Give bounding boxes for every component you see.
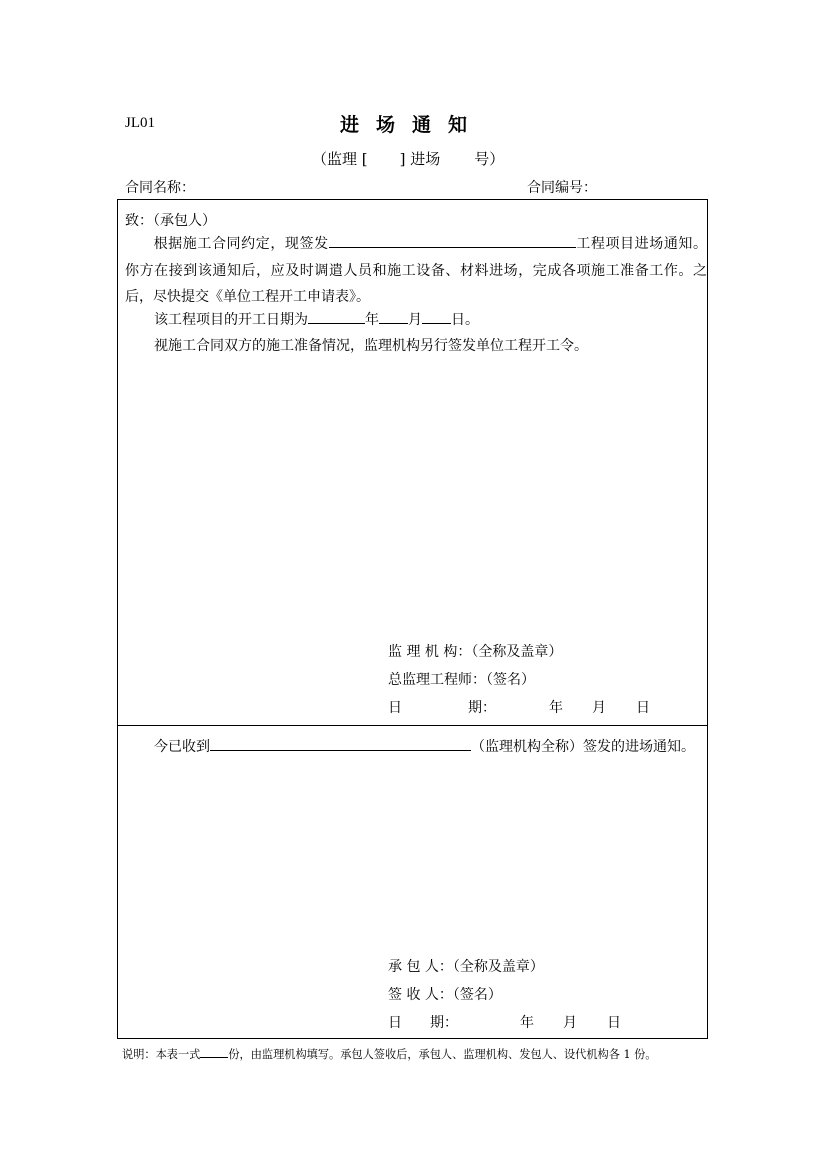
- footer-note: [122, 1046, 657, 1062]
- contractor-row: [388, 956, 544, 976]
- note-part-a: 说明：本表一式: [122, 1048, 201, 1061]
- receipt-date-label-b: 期：: [430, 1015, 458, 1031]
- receipt-date-day: 日: [607, 1015, 621, 1031]
- receipt-part-a: 今已收到: [154, 739, 210, 755]
- receipt-part-b: （监理机构全称）签发的进场通知。: [471, 739, 695, 755]
- supervision-org-row: [388, 641, 562, 661]
- notice-date-label-b: 期：: [468, 700, 496, 716]
- project-name-blank[interactable]: [329, 233, 576, 248]
- engineer-label: 总监理工程师：: [388, 672, 486, 688]
- receipt-date-label-a: 日: [388, 1015, 402, 1031]
- notice-paragraph-1: [125, 231, 707, 311]
- copies-blank[interactable]: [200, 1046, 228, 1058]
- page-title: 进场通知: [340, 114, 485, 136]
- org-value: （全称及盖章）: [471, 644, 563, 660]
- notice-paragraph-3: 视施工合同双方的施工准备情况，监理机构另行签发单位工程开工令。: [154, 338, 588, 354]
- contractor-label: 承 包 人：: [388, 959, 453, 975]
- addressee: 致：（承包人）: [125, 213, 216, 229]
- subtitle-open: （监理 [: [312, 150, 368, 168]
- notice-date-day: 日: [636, 700, 650, 716]
- receiver-value: （签名）: [452, 987, 502, 1003]
- note-part-b: 份，由监理机构填写。承包人签收后，承包人、监理机构、发包人、设代机构各 1 份。: [228, 1048, 657, 1061]
- notice-paragraph-2: [154, 309, 479, 329]
- notice-date-year: 年: [549, 700, 563, 716]
- receipt-date-year: 年: [520, 1015, 534, 1031]
- subtitle-close: 号）: [474, 150, 505, 168]
- section-divider: [118, 725, 707, 726]
- p2-part-a: 该工程项目的开工日期为: [154, 312, 308, 328]
- p1-part-b: 工程项目进场通知。你方在接到该通知后，应及时调遣人员和施工设备、材料进场，完成各项施工准备工作。之后，尽快提交《单位工程开工申请表》。: [125, 236, 708, 305]
- receiver-label: 签 收 人：: [388, 987, 453, 1003]
- contractor-value: （全称及盖章）: [452, 959, 544, 975]
- receiver-row: [388, 984, 502, 1004]
- contract-name-label: 合同名称：: [125, 180, 195, 196]
- p2-day: 日。: [451, 312, 479, 328]
- document-number: [312, 148, 504, 169]
- supervision-org-blank[interactable]: [210, 736, 471, 751]
- p1-part-a: 根据施工合同约定，现签发: [153, 236, 329, 252]
- engineer-value: （签名）: [486, 672, 535, 688]
- start-year-blank[interactable]: [308, 309, 365, 324]
- p2-month: 月: [408, 312, 422, 328]
- form-code: JL01: [125, 115, 155, 131]
- start-day-blank[interactable]: [422, 309, 451, 324]
- org-label: 监 理 机 构：: [388, 644, 472, 660]
- notice-date-month: 月: [592, 700, 606, 716]
- notice-date-label-a: 日: [388, 700, 402, 716]
- receipt-statement: [154, 736, 695, 756]
- p2-year: 年: [365, 312, 379, 328]
- chief-engineer-row: [388, 669, 535, 689]
- contract-no-label: 合同编号：: [527, 180, 597, 196]
- start-month-blank[interactable]: [379, 309, 408, 324]
- subtitle-mid: ] 进场: [399, 150, 441, 168]
- receipt-date-month: 月: [563, 1015, 577, 1031]
